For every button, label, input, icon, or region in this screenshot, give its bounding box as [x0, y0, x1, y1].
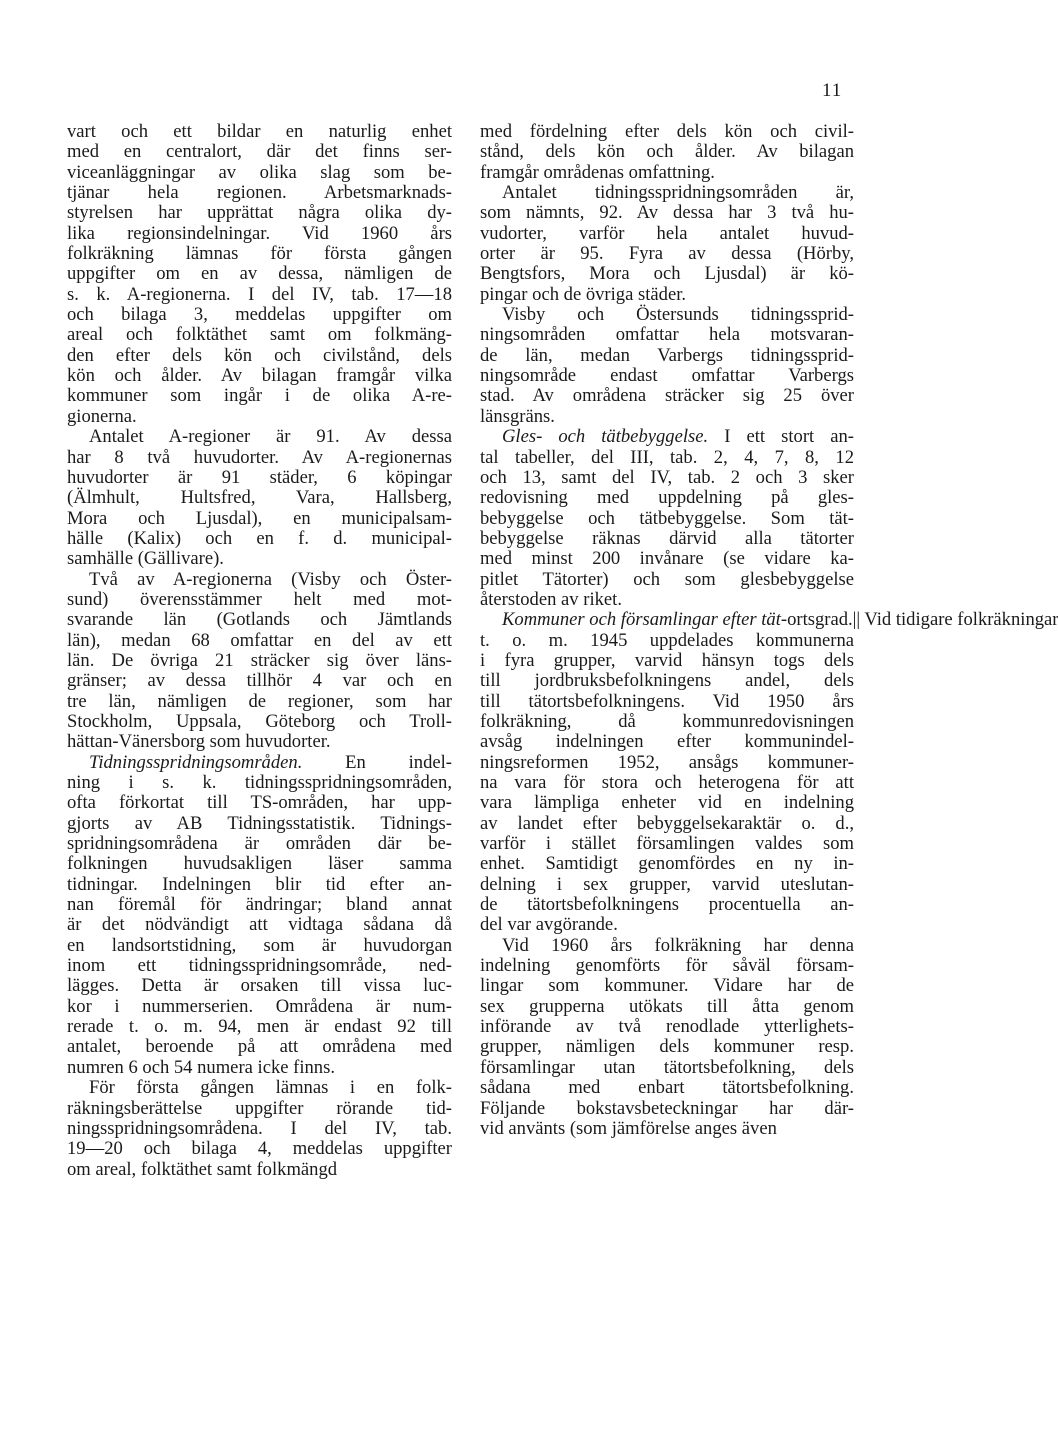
paragraph [67, 1078, 452, 1180]
text-line: tjänar hela regionen. Arbetsmarknads- [67, 182, 452, 204]
text-line: vudorter, varför hela antalet huvud- [480, 222, 854, 244]
page-number: 11 [822, 80, 843, 101]
text-line: t. o. m. 1945 uppdelades kommunerna [480, 629, 854, 651]
text-line: Följande bokstavsbeteckningar har där- [480, 1097, 854, 1119]
text-line: ningsområden omfattar hela motsvaran- [480, 324, 854, 346]
text-line: ning i s. k. tidningsspridningsområden, [67, 772, 452, 793]
text-line: och bilaga 3, meddelas uppgifter om [67, 304, 452, 326]
paragraph [67, 753, 452, 1079]
text-line [480, 609, 1058, 631]
text-line: Vid 1960 års folkräkning har denna [502, 934, 854, 956]
paragraph [480, 427, 854, 610]
text-line: na vara för stora och heterogena för att [480, 772, 854, 793]
text-line: gjorts av AB Tidningsstatistik. Tidnings- [67, 812, 452, 834]
right-column [480, 121, 1058, 1139]
text-line: länsgräns. [480, 405, 555, 427]
text-line: spridningsområdena är områden där be- [67, 833, 452, 855]
text-line: folkningen huvudsakligen läser samma [67, 853, 452, 875]
line-text: ortsgrad.|| Vid tidigare folkräkningar [787, 609, 1058, 631]
text-line: redovisning med uppdelning på gles- [480, 487, 854, 509]
text-line: bebyggelse räknas därvid alla tätorter [480, 527, 854, 549]
text-line: vart och ett bildar en naturlig enhet [67, 121, 452, 142]
text-line: Stockholm, Uppsala, Göteborg och Troll- [67, 710, 452, 732]
text-line: tal tabeller, del III, tab. 2, 4, 7, 8, 12 [480, 446, 854, 468]
text-line: orter är 95. Fyra av dessa (Hörby, [480, 243, 854, 265]
text-line: en landsortstidning, som är huvudorgan [67, 934, 452, 956]
text-line: areal och folktäthet samt om folkmäng- [67, 324, 452, 346]
text-line: (Älmhult, Hultsfred, Vara, Hallsberg, [67, 487, 452, 509]
text-line: kommuner som ingår i de olika A-re- [67, 385, 452, 407]
line-text: I ett stort an- [708, 426, 854, 448]
text-line: de tätortsbefolkningens procentuella an- [480, 894, 854, 916]
text-line: län), medan 68 omfattar en del av ett [67, 629, 452, 651]
text-line: hälle (Kalix) och en f. d. municipal- [67, 527, 452, 549]
text-line: indelning genomförts för såväl försam- [480, 955, 854, 977]
text-line: gränser; av dessa tillhör 4 var och en [67, 670, 452, 692]
text-line: del var avgörande. [480, 914, 618, 936]
text-line: den efter dels kön och civilstånd, dels [67, 344, 452, 366]
text-line: sund) överensstämmer helt med mot- [67, 588, 452, 610]
paragraph [67, 122, 452, 427]
text-line: län. De övriga 21 sträcker sig över läns- [67, 649, 452, 671]
text-line: styrelsen har upprättat några olika dy- [67, 202, 452, 224]
paragraph [480, 122, 854, 183]
text-line: varför i stället församlingen valdes som [480, 833, 854, 855]
text-line: ningsområde endast omfattar Varbergs [480, 365, 854, 387]
text-line: hättan-Vänersborg som huvudorter. [67, 731, 331, 753]
text-line: enhet. Samtidigt genomfördes en ny in- [480, 853, 854, 875]
paragraph [480, 936, 854, 1139]
paragraph [480, 609, 1058, 936]
text-line: inom ett tidningsspridningsområde, ned- [67, 955, 452, 977]
text-line: numren 6 och 54 numera icke finns. [67, 1056, 335, 1078]
text-line: folkräkning lämnas för första gången [67, 243, 452, 265]
text-line: sex grupperna utökats till åtta genom [480, 995, 854, 1017]
text-line: rerade t. o. m. 94, men är endast 92 till [67, 1016, 452, 1038]
text-line: delning i sex grupper, varvid uteslutan- [480, 873, 854, 895]
paragraph [67, 427, 452, 569]
text-line: svarande län (Gotlands och Jämtlands [67, 609, 452, 631]
text-line: till jordbruksbefolkningens andel, dels [480, 670, 854, 692]
text-line [480, 427, 854, 447]
text-line: med fördelning efter dels kön och civil- [480, 121, 854, 142]
text-line: pitlet Tätorter) och som glesbebyggelse [480, 568, 854, 590]
text-line: För första gången lämnas i en folk- [89, 1077, 452, 1099]
text-line [67, 753, 452, 773]
text-line: lingar som kommuner. Vidare har de [480, 975, 854, 997]
text-line: Visby och Östersunds tidningssprid- [502, 304, 854, 326]
text-line: tre län, nämligen de regioner, som har [67, 690, 452, 712]
text-line: folkräkning, då kommunredovisningen [480, 710, 854, 732]
text-line: som nämnts, 92. Av dessa har 3 två hu- [480, 202, 854, 224]
text-line: med en centralort, där det finns ser- [67, 141, 452, 163]
text-line: lika regionsindelningar. Vid 1960 års [67, 222, 452, 244]
paragraph [480, 305, 854, 427]
left-column [67, 122, 452, 1180]
text-line: ofta förkortat till TS-områden, har upp- [67, 792, 452, 814]
text-line: de län, medan Varbergs tidningssprid- [480, 344, 854, 366]
text-line: är det nödvändigt att vidtaga sådana då [67, 914, 452, 936]
text-line: räkningsberättelse uppgifter rörande tid- [67, 1097, 452, 1119]
text-line: har 8 två huvudorter. Av A-regionernas [67, 446, 452, 468]
text-line: Antalet tidningsspridningsområden är, [502, 182, 854, 204]
text-line: uppgifter om en av dessa, nämligen de [67, 263, 452, 285]
text-line: nan föremål för ändringar; bland annat [67, 894, 452, 916]
text-line: kön och ålder. Av bilagan framgår vilka [67, 365, 452, 387]
text-line: tidningar. Indelningen blir tid efter an- [67, 873, 452, 895]
text-line: om areal, folktäthet samt folkmängd [67, 1158, 338, 1180]
text-line: antalet, beroende på att områdena med [67, 1036, 452, 1058]
text-line: Mora och Ljusdal), en municipalsam- [67, 507, 452, 529]
italic-heading: Kommuner och församlingar efter tät- [502, 609, 788, 631]
paragraph [67, 570, 452, 753]
italic-heading: Tidningsspridningsområden. [89, 751, 303, 773]
text-line: samhälle (Gällivare). [67, 548, 224, 570]
text-line: Bengtsfors, Mora och Ljusdal) är kö- [480, 263, 854, 285]
text-line: i fyra grupper, varvid hänsyn togs dels [480, 649, 854, 671]
text-line: återstoden av riket. [480, 588, 622, 610]
text-line: till tätortsbefolkningens. Vid 1950 års [480, 690, 854, 712]
text-line: vara lämpliga enheter vid en indelning [480, 792, 854, 814]
text-line: med minst 200 invånare (se vidare ka- [480, 548, 854, 570]
text-line: huvudorter är 91 städer, 6 köpingar [67, 466, 452, 488]
text-line: s. k. A-regionerna. I del IV, tab. 17—18 [67, 283, 452, 305]
text-line: och 13, samt del IV, tab. 2 och 3 sker [480, 466, 854, 488]
text-line: stånd, dels kön och ålder. Av bilagan [480, 141, 854, 163]
text-line: stad. Av områdena sträcker sig 25 över [480, 385, 854, 407]
paragraph [480, 183, 854, 305]
italic-heading: Gles- och tätbebyggelse. [502, 426, 709, 448]
text-line: Två av A-regionerna (Visby och Öster- [89, 568, 452, 590]
text-line: bebyggelse och tätbebyggelse. Som tät- [480, 507, 854, 529]
text-line: vid använts (som jämförelse anges även [480, 1117, 777, 1139]
text-line: pingar och de övriga städer. [480, 283, 687, 305]
text-line: församlingar utan tätortsbefolkning, dels [480, 1056, 854, 1078]
text-line: ningsspridningsområdena. I del IV, tab. [67, 1117, 452, 1139]
text-line: av landet efter bebyggelsekaraktär o. d., [480, 812, 854, 834]
text-line: kor i nummerserien. Områdena är num- [67, 995, 452, 1017]
text-line: sådana med enbart tätortsbefolkning. [480, 1077, 854, 1099]
text-line: införande av två renodlade ytterlighets- [480, 1016, 854, 1038]
text-line: avsåg indelningen efter kommunindel- [480, 731, 854, 753]
text-line: Antalet A-regioner är 91. Av dessa [89, 426, 452, 448]
text-line: gionerna. [67, 405, 137, 427]
text-line: 19—20 och bilaga 4, meddelas uppgifter [67, 1138, 452, 1160]
text-line: grupper, nämligen dels kommuner resp. [480, 1036, 854, 1058]
text-line: lägges. Detta är orsaken till vissa luc- [67, 975, 452, 997]
text-line: viceanläggningar av olika slag som be- [67, 161, 452, 183]
text-line: ningsreformen 1952, ansågs kommuner- [480, 751, 854, 773]
text-line: framgår områdenas omfattning. [480, 161, 715, 183]
line-text: En indel- [302, 751, 452, 773]
